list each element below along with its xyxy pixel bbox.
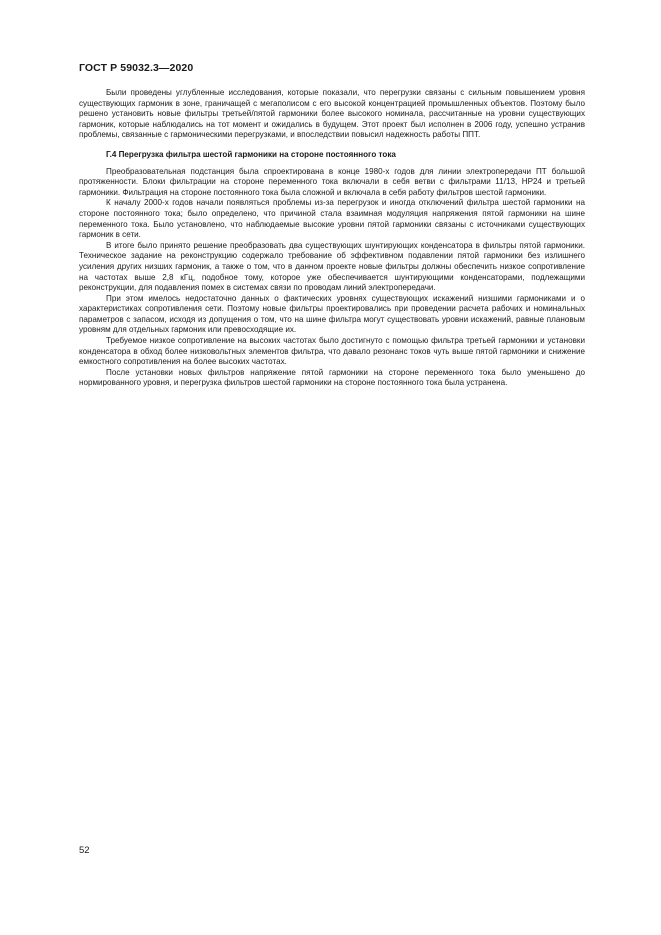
section-paragraph: К началу 2000-х годов начали появляться проблемы из-за перегрузок и иногда отключений фильтра шестой гармоники на стороне постоянного тока; было определено, что причиной стала взаимная модуляция напряжения пятой гармоники на шине переменного тока. Было установлено, что наблюдаемые высокие уровни пятой гармоники связаны с источниками существующих гармоник в сети. xyxy=(79,198,585,240)
section-paragraph: При этом имелось недостаточно данных о фактических уровнях существующих искажений низшими гармониками и о характеристиках сопротивления сети. Поэтому новые фильтры проектировались при проведении расчета рабочих и номинальных параметров с запасом, исходя из допущения о том, что на шине фильтра могут существовать уровни искажений, равные плановым уровням для отдельных гармоник или превосходящие их. xyxy=(79,293,585,335)
section-title: Г.4 Перегрузка фильтра шестой гармоники на стороне постоянного тока xyxy=(106,149,396,159)
section-paragraph: Преобразовательная подстанция была спроектирована в конце 1980-х годов для линии электропередачи ПТ большой протяженности. Блоки фильтрации на стороне переменного тока включали в себя ветви с фильтрами 11/13, HP24 и третьей гармоники. Фильтрация на стороне постоянного тока была сложной и включала в себя работу фильтров шестой гармоники. xyxy=(79,166,585,197)
page-number: 52 xyxy=(79,845,90,856)
document-body xyxy=(79,88,585,389)
document-header: ГОСТ Р 59032.3—2020 xyxy=(79,62,194,74)
section-paragraph: Требуемое низкое сопротивление на высоких частотах было достигнуто с помощью фильтра третьей гармоники и установки конденсатора в обход более низковольтных элементов фильтра, что давало резонанс токов чуть выше пятой гармоники и снижение емкостного сопротивления на более высоких частотах. xyxy=(79,336,585,367)
intro-paragraph: Были проведены углубленные исследования, которые показали, что перегрузки связаны с сильным повышением уровня существующих гармоник в зоне, граничащей с мегаполисом с его высокой концентрацией промышленных объектов. Поэтому было решено установить новые фильтры третьей/пятой гармоники более высокого номинала, рассчитанные на уровни существующих гармоник, которые наблюдались на тот момент и ожидались в будущем. Этот проект был исполнен в 2006 году, успешно устранив проблемы, связанные с гармоническими перегрузками, и впоследствии повысил надежность работы ППТ. xyxy=(79,88,585,140)
section-paragraph: В итоге было принято решение преобразовать два существующих шунтирующих конденсатора в фильтры пятой гармоники. Техническое задание на реконструкцию содержало требование об эффективном подавлении пятой гармоники без излишнего усиления других низших гармоник, а также о том, что в данном проекте новые фильтры должны обеспечить низкое сопротивление на частотах выше 2,8 кГц, подобное тому, которое уже обеспечивается шунтирующими конденсаторами, подлежащими реконструкции, для подавления помех в системах связи по проводам линий электропередачи. xyxy=(79,240,585,293)
section-paragraph: После установки новых фильтров напряжение пятой гармоники на стороне переменного тока было уменьшено до нормированного уровня, и перегрузка фильтров шестой гармоники на стороне постоянного тока была устранена. xyxy=(79,367,585,388)
